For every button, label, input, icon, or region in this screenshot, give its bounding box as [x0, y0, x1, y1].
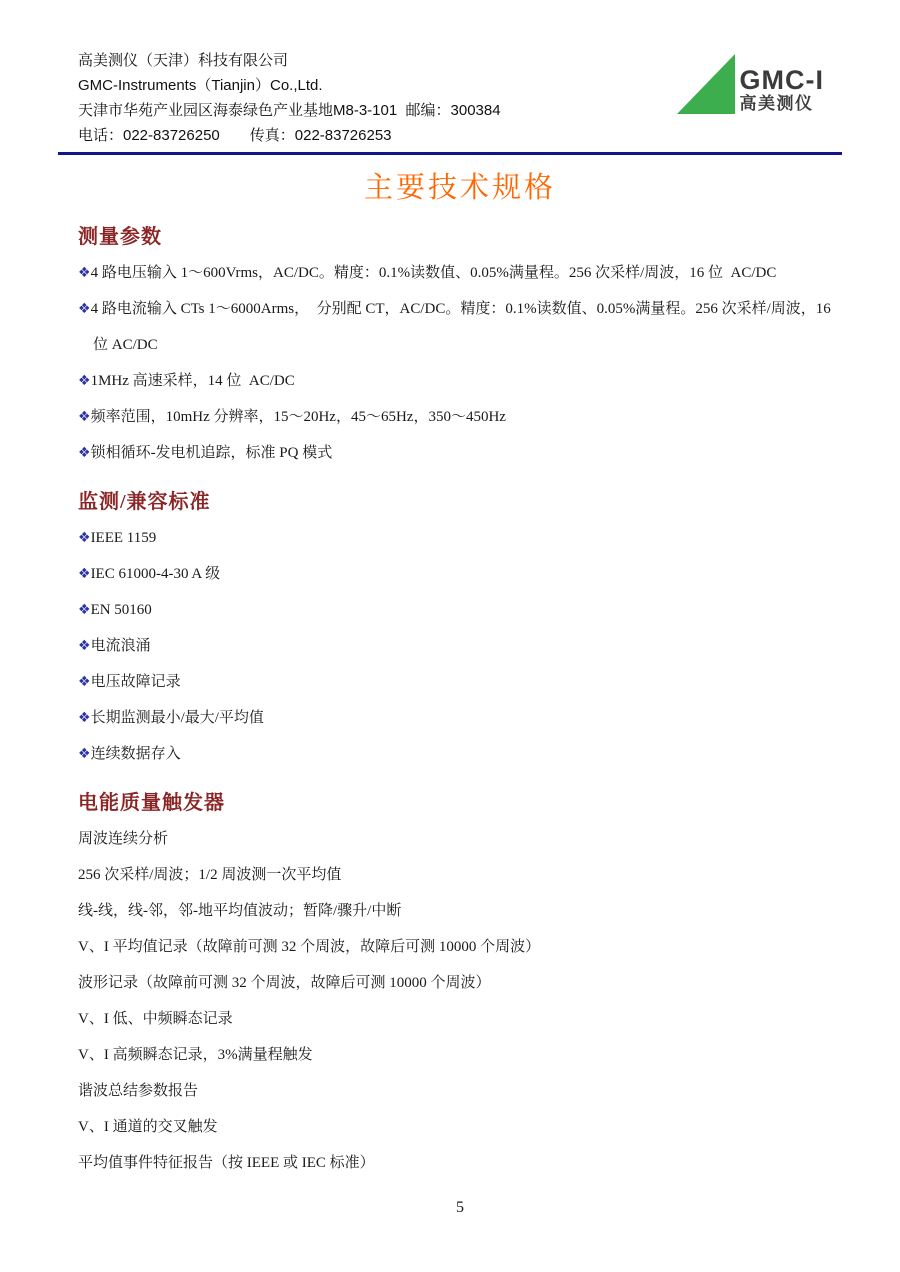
- logo-triangle-icon: [677, 52, 735, 114]
- diamond-bullet-icon: ❖: [78, 373, 91, 389]
- diamond-bullet-icon: ❖: [78, 301, 91, 317]
- spec-item-text: 电压故障记录: [90, 674, 181, 690]
- company-name-cn: 高美测仪（天津）科技有限公司: [78, 52, 289, 69]
- spec-item: [78, 399, 842, 435]
- spec-item-text: V、I 高频瞬态记录，3%满量程触发: [78, 1047, 313, 1063]
- spec-item: [78, 965, 842, 1001]
- diamond-bullet-icon: ❖: [78, 746, 91, 762]
- spec-item-text: 平均值事件特征报告（按 IEEE 或 IEC 标准）: [78, 1155, 375, 1171]
- spec-item-text: 连续数据存入: [90, 746, 181, 762]
- spec-item: [78, 857, 842, 893]
- logo-text: [740, 67, 824, 114]
- spec-item: [78, 736, 842, 772]
- spec-item-text: 波形记录（故障前可测 32 个周波，故障后可测 10000 个周波）: [78, 975, 491, 991]
- spec-item: [78, 929, 842, 965]
- spec-item-text: 1MHz 高速采样，14 位 AC/DC: [90, 373, 295, 389]
- section-heading: 电能质量触发器: [78, 792, 225, 814]
- page-number: 5: [456, 1199, 464, 1216]
- spec-item-text: 256 次采样/周波；1/2 周波测一次平均值: [78, 867, 342, 883]
- spec-item-text: 电流浪涌: [90, 638, 151, 654]
- spec-item: [78, 821, 842, 857]
- spec-item-text: 锁相循环-发电机追踪，标准 PQ 模式: [90, 445, 333, 461]
- diamond-bullet-icon: ❖: [78, 409, 91, 425]
- page-title: 主要技术规格: [363, 172, 556, 204]
- sections: [78, 220, 842, 1181]
- spec-item-text: 周波连续分析: [78, 831, 169, 847]
- spec-item-text: 4 路电压输入 1～600Vrms，AC/DC。精度：0.1%读数值、0.05%满量程。256 次采样/周波，16 位 AC/DC: [90, 265, 777, 281]
- diamond-bullet-icon: ❖: [78, 530, 91, 546]
- diamond-bullet-icon: ❖: [78, 445, 91, 461]
- company-logo: [677, 52, 824, 114]
- company-phone-fax: 电话：022-83726250 传真：022-83726253: [78, 127, 392, 144]
- logo-brand: GMC-I: [739, 65, 824, 95]
- diamond-bullet-icon: ❖: [78, 674, 91, 690]
- spec-item-text: 谐波总结参数报告: [78, 1083, 199, 1099]
- spec-item-text: V、I 平均值记录（故障前可测 32 个周波，故障后可测 10000 个周波）: [78, 939, 541, 955]
- spec-item: [78, 1073, 842, 1109]
- diamond-bullet-icon: ❖: [78, 638, 91, 654]
- company-address: 天津市华苑产业园区海泰绿色产业基地M8-3-101 邮编：300384: [78, 102, 501, 119]
- section-heading: 测量参数: [78, 226, 162, 248]
- spec-item-text: 4 路电流输入 CTs 1～6000Arms， 分别配 CT，AC/DC。精度：0.1%读数值、0.05%满量程。256 次采样/周波，16 位 AC/DC: [90, 301, 835, 353]
- diamond-bullet-icon: ❖: [78, 710, 91, 726]
- spec-item-text: V、I 通道的交叉触发: [78, 1119, 218, 1135]
- company-name-en: GMC-Instruments（Tianjin）Co.,Ltd.: [78, 77, 323, 94]
- spec-item: [78, 520, 842, 556]
- spec-item-text: 长期监测最小/最大/平均值: [90, 710, 264, 726]
- spec-item-text: V、I 低、中频瞬态记录: [78, 1011, 233, 1027]
- header-divider: [58, 152, 842, 155]
- spec-item: [78, 1037, 842, 1073]
- spec-item: [78, 700, 842, 736]
- spec-item: [78, 291, 842, 363]
- spec-item: [78, 893, 842, 929]
- spec-item: [78, 435, 842, 471]
- spec-item: [78, 592, 842, 628]
- spec-item: [78, 1109, 842, 1145]
- spec-item-text: 线-线，线-邻，邻-地平均值波动；暂降/骤升/中断: [78, 903, 402, 919]
- spec-item-text: IEC 61000-4-30 A 级: [90, 566, 221, 582]
- spec-item: [78, 556, 842, 592]
- spec-item: [78, 628, 842, 664]
- logo-brand-cn: 高美测仪: [739, 94, 814, 113]
- spec-item: [78, 664, 842, 700]
- spec-item: [78, 1145, 842, 1181]
- section-heading: 监测/兼容标准: [78, 491, 211, 513]
- spec-item-text: 频率范围，10mHz 分辨率，15～20Hz，45～65Hz，350～450Hz: [90, 409, 506, 425]
- spec-item-text: EN 50160: [90, 602, 152, 618]
- spec-item: [78, 255, 842, 291]
- diamond-bullet-icon: ❖: [78, 566, 91, 582]
- spec-item: [78, 363, 842, 399]
- spec-item: [78, 1001, 842, 1037]
- diamond-bullet-icon: ❖: [78, 602, 91, 618]
- spec-item-text: IEEE 1159: [90, 530, 157, 546]
- diamond-bullet-icon: ❖: [78, 265, 91, 281]
